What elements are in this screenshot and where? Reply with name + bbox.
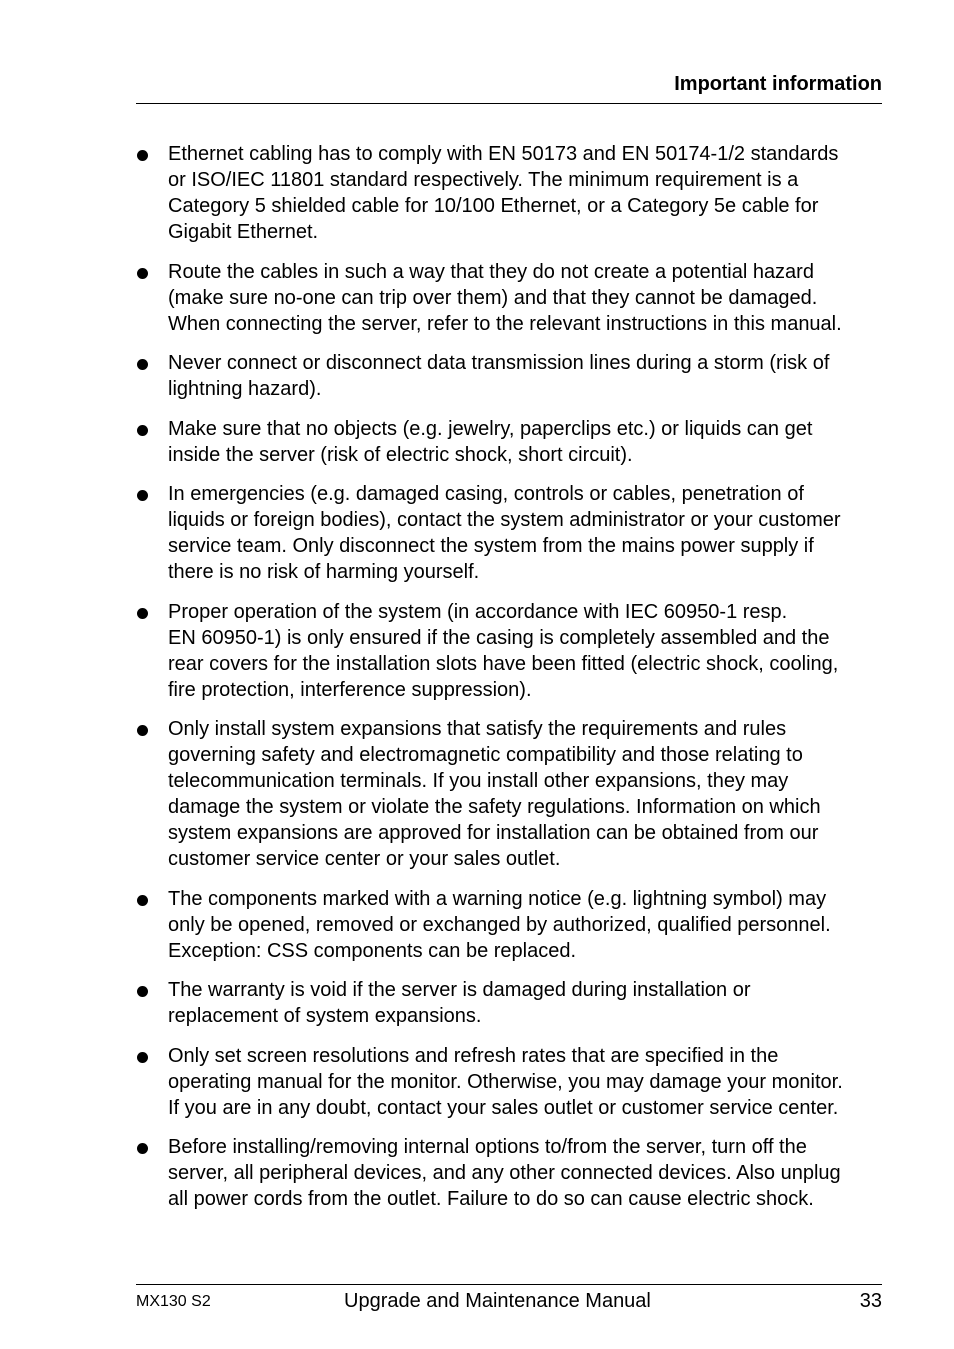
bullet-dot-icon [137, 986, 148, 997]
bullet-item [137, 350, 885, 402]
bullet-dot-icon [137, 895, 148, 906]
bullet-item [137, 259, 885, 337]
bullet-dot-icon [137, 150, 148, 161]
bullet-item [137, 977, 885, 1029]
bullet-text: The warranty is void if the server is damaged during installation or replacement of system expansions. [168, 979, 751, 1027]
bullet-text: Never connect or disconnect data transmission lines during a storm (risk of lightning hazard). [168, 352, 830, 400]
section-title: Important information [674, 73, 882, 95]
bullet-dot-icon [137, 425, 148, 436]
bullet-dot-icon [137, 1143, 148, 1154]
bullet-dot-icon [137, 1052, 148, 1063]
bullet-text: Only set screen resolutions and refresh rates that are specified in the operating manual for the monitor. Otherwise, you may damage your monitor. If you are in any doubt, contact your sales outlet or customer service center. [168, 1044, 843, 1119]
bullet-text: Make sure that no objects (e.g. jewelry, paperclips etc.) or liquids can get inside the server (risk of electric shock, short circuit). [168, 417, 813, 466]
footer-model: MX130 S2 [136, 1293, 211, 1310]
bullet-dot-icon [137, 608, 148, 619]
footer-manual-title: Upgrade and Maintenance Manual [344, 1290, 651, 1312]
bullet-dot-icon [137, 268, 148, 279]
bullet-dot-icon [137, 725, 148, 736]
bullet-text: Before installing/removing internal options to/from the server, turn off the server, all peripheral devices, and any other connected devices. Also unplug all power cords from the outlet. Failure to do so can cause electric shock. [168, 1136, 841, 1210]
bullet-item [137, 1134, 885, 1212]
bullet-text: Ethernet cabling has to comply with EN 50173 and EN 50174-1/2 standards or ISO/IEC 11801 standard respectively. The minimum requirement is a Category 5 shielded cable for 10/100 Ethernet, or a Category 5e cable for Gigabit Ethernet. [168, 143, 839, 243]
bullet-item [137, 716, 885, 872]
page-number: 33 [859, 1290, 882, 1312]
page-footer [136, 1284, 882, 1315]
bullet-text: Only install system expansions that satisfy the requirements and rules governing safety and electromagnetic compatibility and those relating to telecommunication terminals. If you install other expansions, they may damage the system or violate the safety regulations. Information on which system expansions are approved for installation can be obtained from our customer service center or your sales outlet. [168, 718, 821, 870]
bullet-text: In emergencies (e.g. damaged casing, controls or cables, penetration of liquids or foreign bodies), contact the system administrator or your customer service team. Only disconnect the system from the mains power supply if there is no risk of harming yourself. [168, 483, 841, 583]
bullet-text: Route the cables in such a way that they do not create a potential hazard (make sure no-one can trip over them) and that they cannot be damaged. When connecting the server, refer to the relevant instructions in this manual. [168, 260, 842, 335]
bullet-item [137, 481, 885, 585]
bullet-item [137, 141, 885, 245]
bullet-item [137, 1043, 885, 1121]
bullet-item [137, 599, 885, 703]
bullet-dot-icon [137, 490, 148, 501]
bullet-item [137, 886, 885, 964]
bullet-text: Proper operation of the system (in accordance with IEC 60950-1 resp. EN 60950-1) is only ensured if the casing is completely assembled and the rear covers for the installation slots have been fitted (electric shock, cooling, fire protection, interference suppression). [168, 600, 839, 701]
safety-bullet-list [137, 141, 885, 1226]
bullet-dot-icon [137, 359, 148, 370]
bullet-item [137, 416, 885, 468]
bullet-text: The components marked with a warning notice (e.g. lightning symbol) may only be opened, removed or exchanged by authorized, qualified personnel. Exception: CSS components can be replaced. [168, 887, 831, 962]
page-header [136, 72, 882, 104]
